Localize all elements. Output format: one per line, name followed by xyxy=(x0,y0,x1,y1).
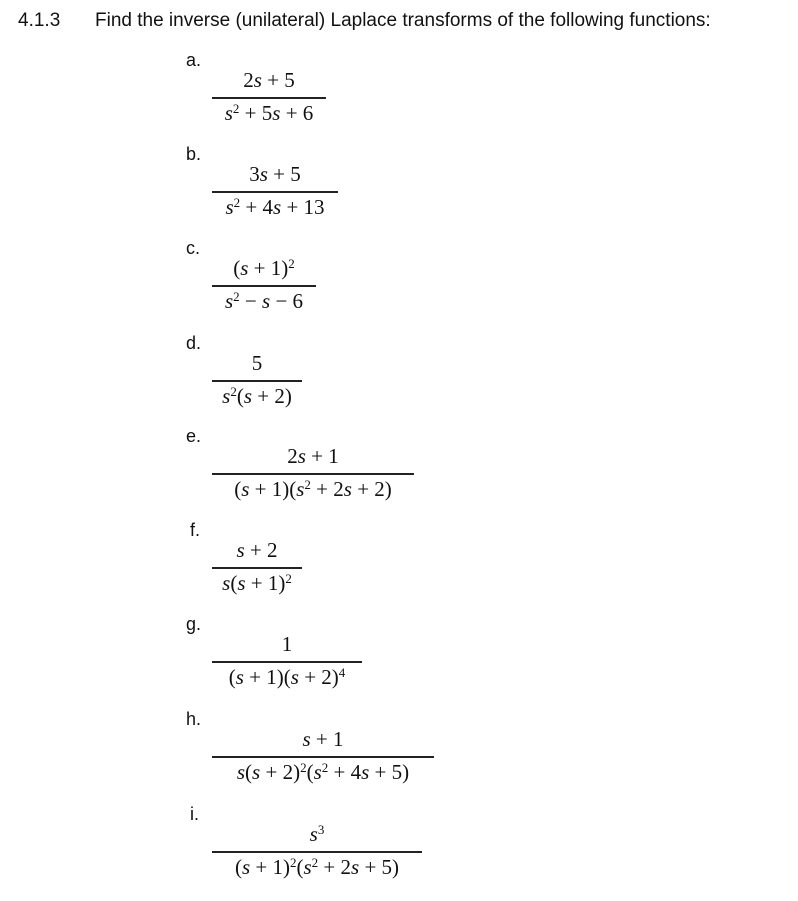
fraction-bar xyxy=(212,380,302,382)
numerator: s + 2 xyxy=(236,538,278,562)
fraction xyxy=(212,68,326,132)
fraction xyxy=(212,444,414,508)
fraction xyxy=(212,632,362,696)
fraction xyxy=(212,727,434,791)
fraction xyxy=(212,351,302,415)
item-label: g. xyxy=(186,614,202,634)
problem-number: 4.1.3 xyxy=(18,10,61,31)
numerator: $(s + 1)^2$ xyxy=(233,256,295,280)
item-label: d. xyxy=(186,333,202,353)
fraction-bar xyxy=(212,97,326,99)
fraction-bar xyxy=(212,661,362,663)
fraction-bar xyxy=(212,285,316,287)
numerator: 3s + 5 xyxy=(249,162,301,186)
item-label: e. xyxy=(186,426,202,446)
fraction xyxy=(212,822,422,886)
item-label: f. xyxy=(190,520,201,540)
denominator: $s^2 + 4s + 13$ xyxy=(225,195,325,219)
numerator: 2s + 1 xyxy=(287,444,339,468)
item-label: i. xyxy=(190,804,199,824)
fraction-bar xyxy=(212,567,302,569)
item-label: b. xyxy=(186,144,202,164)
fraction-bar xyxy=(212,851,422,853)
fraction-bar xyxy=(212,756,434,758)
denominator: $(s + 1)(s^2 + 2s + 2)$ xyxy=(234,477,392,501)
item-label: c. xyxy=(186,238,201,258)
fraction-bar xyxy=(212,473,414,475)
denominator: $s^2 - s - 6$ xyxy=(224,289,304,313)
problem-header xyxy=(0,8,798,38)
item-label: a. xyxy=(186,50,202,70)
numerator: 1 xyxy=(281,632,293,656)
numerator: 5 xyxy=(251,351,263,375)
denominator: $s^2 + 5s + 6$ xyxy=(224,101,314,125)
denominator: $s(s + 2)^2(s^2 + 4s + 5)$ xyxy=(236,760,410,784)
fraction xyxy=(212,162,338,226)
numerator: $s^3$ xyxy=(309,822,325,846)
denominator: $s(s + 1)^2$ xyxy=(222,571,292,595)
denominator: $(s + 1)(s + 2)^4$ xyxy=(228,665,346,689)
fraction xyxy=(212,538,302,602)
numerator: s + 1 xyxy=(302,727,344,751)
fraction-bar xyxy=(212,191,338,193)
denominator: $s^2(s + 2)$ xyxy=(222,384,292,408)
numerator: 2s + 5 xyxy=(243,68,295,92)
problem-statement: Find the inverse (unilateral) Laplace transforms of the following functions: xyxy=(95,10,711,31)
fraction xyxy=(212,256,316,320)
denominator: $(s + 1)^2(s^2 + 2s + 5)$ xyxy=(234,855,400,879)
item-label: h. xyxy=(186,709,202,729)
